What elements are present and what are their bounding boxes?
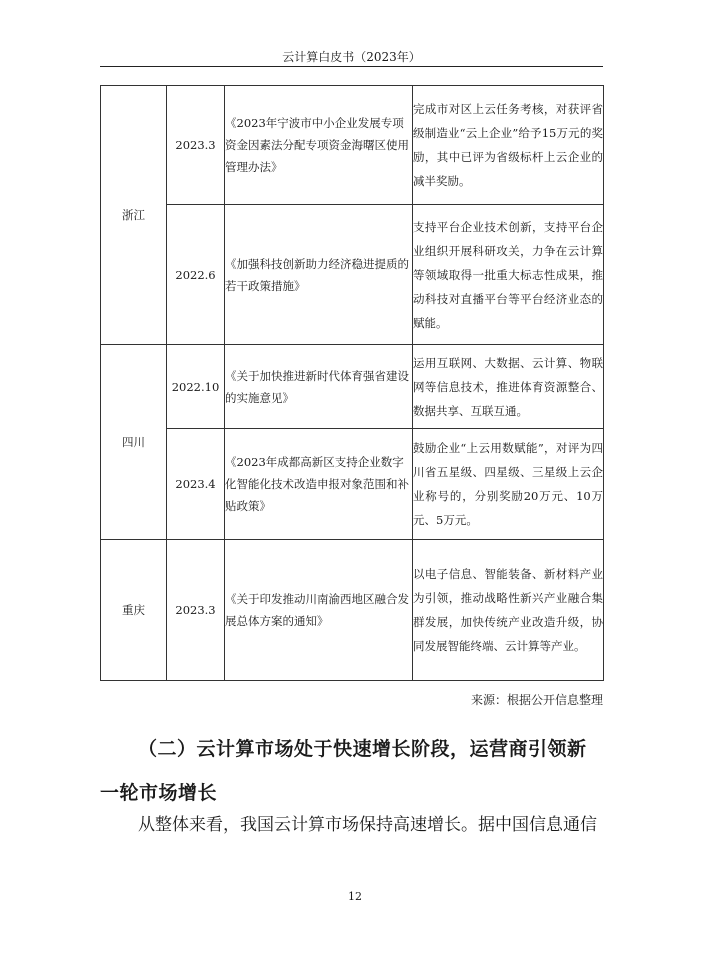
body-paragraph: 从整体来看，我国云计算市场保持高速增长。据中国信息通信 (138, 815, 597, 835)
province-cell: 重庆 (101, 540, 167, 681)
province-cell: 四川 (101, 345, 167, 540)
policy-title-cell: 《2023年成都高新区支持企业数字化智能化技术改造申报对象范围和补贴政策》 (225, 429, 413, 540)
table-row (101, 540, 604, 681)
policy-title-cell: 《关于印发推动川南渝西地区融合发展总体方案的通知》 (225, 540, 413, 681)
policy-title-cell: 《关于加快推进新时代体育强省建设的实施意见》 (225, 345, 413, 429)
table-row (101, 429, 604, 540)
policy-title-cell: 《2023年宁波市中小企业发展专项资金因素法分配专项资金海曙区使用管理办法》 (225, 86, 413, 205)
policy-desc-cell: 以电子信息、智能装备、新材料产业为引领，推动战略性新兴产业融合集群发展，加快传统产业改造升级，协同发展智能终端、云计算等产业。 (413, 540, 604, 681)
policy-desc-cell: 鼓励企业“上云用数赋能”，对评为四川省五星级、四星级、三星级上云企业称号的，分别奖励20万元、10万元、5万元。 (413, 429, 604, 540)
policy-desc-cell: 支持平台企业技术创新，支持平台企业组织开展科研攻关，力争在云计算等领域取得一批重大标志性成果，推动科技对直播平台等平台经济业态的赋能。 (413, 205, 604, 345)
table-source-note: 来源：根据公开信息整理 (470, 693, 603, 707)
date-cell: 2023.4 (167, 429, 225, 540)
policy-title-cell: 《加强科技创新助力经济稳进提质的若干政策措施》 (225, 205, 413, 345)
page-header-title: 云计算白皮书（2023年） (282, 50, 421, 64)
policy-desc-cell: 运用互联网、大数据、云计算、物联网等信息技术，推进体育资源整合、数据共享、互联互通。 (413, 345, 604, 429)
page-number: 12 (348, 890, 362, 903)
policy-desc-cell: 完成市对区上云任务考核，对获评省级制造业“云上企业”给予15万元的奖励，其中已评为省级标杆上云企业的减半奖励。 (413, 86, 604, 205)
table-row (101, 345, 604, 429)
province-cell: 浙江 (101, 86, 167, 345)
date-cell: 2022.10 (167, 345, 225, 429)
table-row (101, 86, 604, 205)
date-cell: 2023.3 (167, 86, 225, 205)
table-row (101, 205, 604, 345)
policy-table (100, 85, 604, 681)
section-heading: （二）云计算市场处于快速增长阶段，运营商引领新一轮市场增长 (100, 738, 587, 804)
date-cell: 2023.3 (167, 540, 225, 681)
header-rule (100, 66, 603, 67)
date-cell: 2022.6 (167, 205, 225, 345)
